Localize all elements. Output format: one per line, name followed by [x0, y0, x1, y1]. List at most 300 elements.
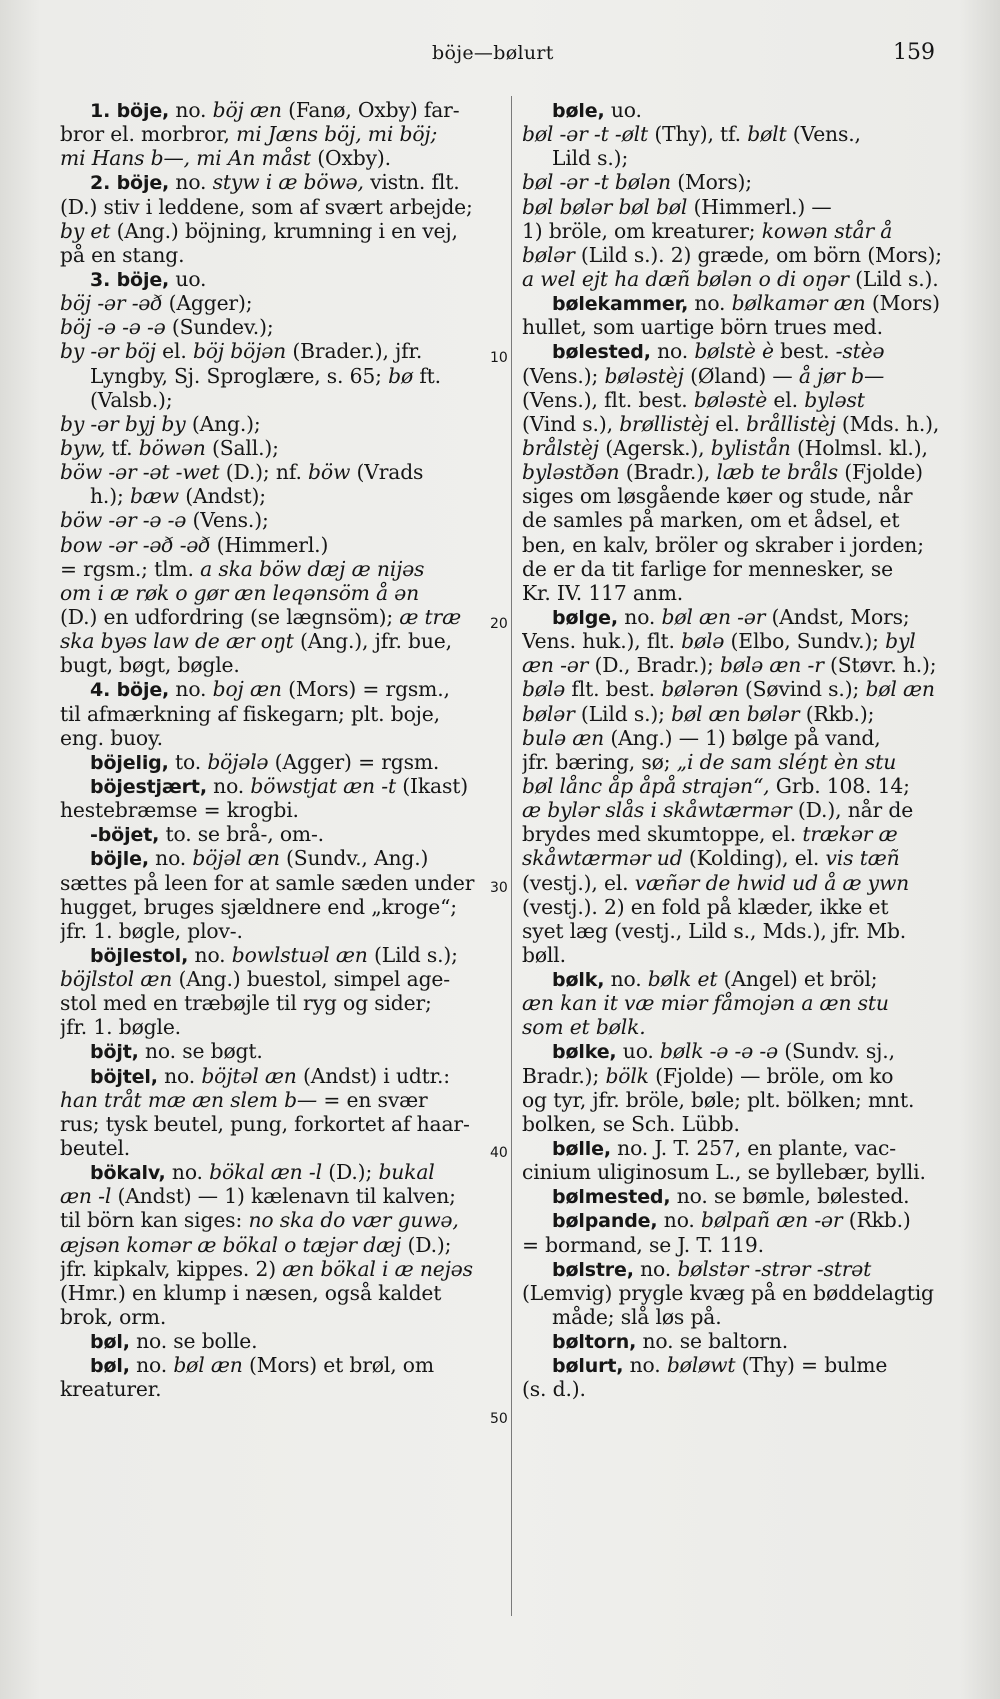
gloss-text: på en stang. [60, 242, 185, 267]
gloss-text: bugt, bøgt, bøgle. [60, 653, 240, 678]
text-line [60, 919, 500, 943]
text-line [522, 1184, 952, 1208]
gloss-text: jfr. bæring, sø; [522, 749, 677, 774]
gloss-text: (Elbo, Sundv.); [724, 629, 886, 654]
headword: bølke, [552, 1041, 617, 1064]
gloss-text: Lyngby, Sj. Sproglære, s. 65; [90, 363, 389, 388]
gloss-text: no. [604, 967, 648, 992]
dialect-form: bøl æn [865, 677, 935, 702]
dialect-form: böwən [138, 435, 206, 460]
text-line [60, 98, 500, 122]
dialect-form: bøl lånc åp åpå strajən“, [522, 773, 770, 798]
dialect-form: bølə [522, 677, 566, 702]
gloss-text: (Ang.), jfr. bue, [293, 629, 452, 654]
text-line [60, 1088, 500, 1112]
gloss-text: (Himmerl.) — [687, 194, 832, 219]
text-line [522, 1064, 952, 1088]
gloss-text: (Oxby). [310, 146, 391, 171]
headword: 4. böje, [90, 679, 170, 702]
gloss-text: (Sundev.); [165, 315, 274, 340]
headword: 1. böje, [90, 100, 170, 122]
gloss-text: (Rkb.) [842, 1208, 911, 1233]
gloss-text: (Vens.); [522, 363, 605, 388]
dialect-form: bow -ər -əð -əð [60, 532, 211, 557]
text-line [522, 967, 952, 991]
headword: böjle, [90, 848, 149, 871]
dialect-form: bøl -ər -t -ølt [522, 122, 649, 147]
text-line [60, 653, 500, 677]
dialect-form: böjlstol æn [60, 967, 173, 992]
text-line [522, 726, 952, 750]
dialect-form: bølk et [647, 967, 718, 992]
dialect-form: styw i æ böwə, [212, 170, 364, 195]
gloss-text: til afmærkning af fiskegarn; plt. boje, [60, 701, 440, 726]
text-line [522, 1377, 952, 1401]
gloss-text: 1) bröle, om kreaturer; [522, 218, 762, 243]
headword: bølurt, [552, 1355, 624, 1378]
gloss-text: no. [157, 1063, 202, 1088]
text-line [60, 1329, 500, 1353]
gloss-text: uo. [169, 266, 207, 291]
text-line [522, 919, 952, 943]
gloss-text: no. J. T. 257, en plante, vac- [610, 1136, 896, 1161]
gloss-text: (Valsb.); [90, 387, 173, 412]
gloss-text: (vestj.). 2) en fold på klæder, ikke et [522, 894, 889, 919]
gloss-text: (Vind s.), [522, 411, 620, 436]
text-line [60, 1015, 500, 1039]
dialect-form: trækər æ [802, 822, 898, 847]
gloss-text: (D.); nf. [219, 460, 309, 485]
text-line [522, 508, 952, 532]
gloss-text: no. [169, 677, 213, 702]
gloss-text: måde; slå løs på. [552, 1305, 722, 1330]
gloss-text: og tyr, jfr. bröle, bøle; plt. bölken; mnt. [522, 1087, 915, 1112]
dialect-form: byw, [60, 435, 106, 460]
gloss-text: no. [165, 1160, 210, 1185]
text-line [60, 1136, 500, 1160]
text-line [522, 364, 952, 388]
gloss-text: eng. buoy. [60, 725, 163, 750]
gloss-text: hullet, som uartige börn trues med. [522, 315, 883, 340]
dialect-form: bølpañ æn -ər [701, 1208, 843, 1233]
dialect-form: bøl bølər bøl bøl [522, 194, 688, 219]
gloss-text: ft. [413, 363, 441, 388]
gloss-text: no. se bolle. [129, 1329, 258, 1354]
gloss-text: (Kolding), el. [682, 846, 826, 871]
text-line [522, 484, 952, 508]
dialect-form: böw -ər -ə -ə [60, 508, 187, 533]
column-divider [511, 96, 512, 1616]
gloss-text: (Ang.); [185, 411, 261, 436]
gloss-text: vistn. flt. [363, 170, 460, 195]
gloss-text: uo. [616, 1039, 661, 1064]
headword: bökalv, [90, 1162, 166, 1185]
dialect-form: æn kan it væ miər fåmojən a æn stu [522, 991, 889, 1016]
dialect-form: no ska do vær guwə, [248, 1208, 459, 1233]
dialect-form: bølə æn -r [720, 653, 824, 678]
dialect-form: bøləstèj [604, 363, 684, 388]
gloss-text: (vestj.), el. [522, 870, 635, 895]
gloss-text: Bradr.); [522, 1063, 606, 1088]
text-line [60, 1257, 500, 1281]
gloss-text: brydes med skumtoppe, el. [522, 822, 803, 847]
text-line [60, 1112, 500, 1136]
gloss-text: (Bradr.), [619, 460, 717, 485]
gloss-text: (Andst) i udtr.: [296, 1063, 450, 1088]
headword: bølk, [552, 969, 605, 992]
dialect-form: bökal æn -l [209, 1160, 322, 1185]
headword: bølpande, [552, 1210, 658, 1233]
text-line [60, 798, 500, 822]
gloss-text: (D.); [321, 1160, 379, 1185]
text-line [60, 750, 500, 774]
text-line [60, 629, 500, 653]
text-line [522, 1329, 952, 1353]
dialect-form: han tråt mæ æn slem b— [60, 1087, 318, 1112]
gloss-text: (Støvr. h.); [823, 653, 937, 678]
gloss-text: brok, orm. [60, 1305, 167, 1330]
dialect-form: æjsən komər æ bökal o tæjər dæj [60, 1232, 402, 1257]
text-line [60, 1377, 500, 1401]
dialect-form: væñər de hwid ud å æ ywn [634, 870, 910, 895]
text-line [60, 1353, 500, 1377]
text-line [60, 436, 500, 460]
gloss-text: (Rkb.); [799, 701, 875, 726]
gloss-text: kreaturer. [60, 1377, 162, 1402]
gloss-text: (Holmsl. kl.), [790, 435, 928, 460]
text-line [60, 943, 500, 967]
text-line [522, 291, 952, 315]
dialect-form: böj æn [212, 98, 282, 122]
text-line [522, 846, 952, 870]
gloss-text: to. se brå-, om-. [159, 822, 324, 847]
dialect-form: byləst [804, 387, 865, 412]
gloss-text: jfr. kipkalv, kippes. 2) [60, 1256, 283, 1281]
headword: böjt, [90, 1041, 139, 1064]
headword: 2. böje, [90, 172, 170, 195]
text-line [60, 146, 500, 170]
gloss-text: tf. [105, 435, 139, 460]
text-line [522, 533, 952, 557]
gloss-text: Vens. huk.), flt. [522, 629, 682, 654]
text-line [522, 315, 952, 339]
text-line [60, 991, 500, 1015]
dialect-form: å jør b— [798, 363, 885, 388]
dialect-form: æn -l [60, 1184, 112, 1209]
gloss-text: ben, en kalv, bröler og skraber i jorden; [522, 532, 924, 557]
dialect-form: bylistån [710, 435, 791, 460]
dialect-form: böj böjən [192, 339, 287, 364]
dialect-form: om i æ røk o gør æn leqənsöm å ən [60, 580, 420, 605]
text-line [522, 1305, 952, 1329]
dialect-form: bøl -ər -t bølən [522, 170, 671, 195]
gloss-text: no. [657, 1208, 701, 1233]
dialect-form: bølstè è [694, 339, 774, 364]
gloss-text: el. [767, 387, 805, 412]
text-line [60, 484, 500, 508]
dialect-form: böw -ər -ət -wet [60, 460, 220, 485]
gloss-text: Kr. IV. 117 anm. [522, 580, 684, 605]
text-line [60, 1184, 500, 1208]
gloss-text: rus; tysk beutel, pung, forkortet af haar- [60, 1111, 470, 1136]
text-line [60, 339, 500, 363]
text-line [522, 605, 952, 629]
gloss-text: (Vens.), flt. best. [522, 387, 694, 412]
gloss-text: (Ang.) buestol, simpel age- [172, 967, 450, 992]
gloss-text: de samles på marken, om et ådsel, et [522, 508, 900, 533]
text-line [522, 1112, 952, 1136]
text-line [60, 726, 500, 750]
gloss-text: (D.), når de [791, 798, 914, 823]
gloss-text: (D.); [401, 1232, 452, 1257]
headword: bølge, [552, 606, 618, 629]
text-line [60, 170, 500, 194]
gloss-text: (Ang.) — 1) bølge på vand, [604, 725, 881, 750]
text-line [60, 1281, 500, 1305]
dialect-form: böwstjat æn -t [250, 773, 396, 798]
running-header [0, 38, 1000, 68]
gloss-text: flt. best. [565, 677, 662, 702]
text-line [60, 315, 500, 339]
gloss-text: (Mors) = rgsm., [281, 677, 450, 702]
text-line [522, 702, 952, 726]
dialect-form: mi Hans b—, mi An måst [60, 146, 311, 171]
dialect-form: by -ər böj [60, 339, 156, 364]
text-line [522, 871, 952, 895]
text-line [522, 1136, 952, 1160]
text-line [522, 581, 952, 605]
headword: böjtel, [90, 1065, 158, 1088]
dialect-form: bøl æn [173, 1353, 243, 1378]
gloss-text: bror el. morbror, [60, 122, 237, 147]
text-line [60, 122, 500, 146]
text-line [60, 822, 500, 846]
dialect-form: som et bølk. [522, 1015, 646, 1040]
headword: bøle, [552, 100, 605, 122]
gloss-text: best. [773, 339, 836, 364]
text-line [60, 508, 500, 532]
gloss-text: no. [148, 846, 193, 871]
headword: böjlestol, [90, 944, 189, 967]
line-number: 30 [490, 880, 508, 896]
text-line [522, 1015, 952, 1039]
headword: böjelig, [90, 751, 169, 774]
text-line [60, 388, 500, 412]
text-line [60, 967, 500, 991]
gloss-text: (Sundv. sj., [777, 1039, 895, 1064]
gloss-text: (Hmr.) en klump i næsen, også kaldet [60, 1280, 442, 1305]
text-line [522, 122, 952, 146]
gloss-text: (Lemvig) prygle kvæg på en bøddelagtig [522, 1280, 934, 1305]
dialect-form: bø [388, 363, 414, 388]
dialect-form: æ bylər slås i skåwtærmər [522, 798, 792, 823]
dialect-form: bølt [747, 122, 787, 147]
page-number: 159 [893, 40, 935, 65]
text-line [60, 219, 500, 243]
text-line [522, 1208, 952, 1232]
text-line [522, 677, 952, 701]
text-line [522, 412, 952, 436]
dialect-form: æn bökal i æ nejəs [282, 1256, 473, 1281]
line-number: 40 [490, 1145, 508, 1161]
text-line [522, 798, 952, 822]
text-line [522, 653, 952, 677]
gloss-text: (Andst, Mors; [765, 604, 910, 629]
dialect-form: skåwtærmər ud [522, 846, 683, 871]
line-number: 10 [490, 350, 508, 366]
text-line [522, 1257, 952, 1281]
gloss-text: uo. [604, 98, 642, 122]
headword: bølested, [552, 341, 651, 364]
gloss-text: (Lild s.); [367, 942, 458, 967]
gloss-text: (Thy) = bulme [735, 1353, 888, 1378]
text-line [60, 895, 500, 919]
dialect-form: bölk [605, 1063, 649, 1088]
dialect-form: bulə æn [522, 725, 605, 750]
text-line [522, 774, 952, 798]
gloss-text: til börn kan siges: [60, 1208, 249, 1233]
gloss-text: no. [169, 98, 213, 122]
text-line [522, 219, 952, 243]
gloss-text: bolken, se Sch. Lübb. [522, 1111, 740, 1136]
dialect-form: böjtəl æn [201, 1063, 297, 1088]
text-line [60, 533, 500, 557]
gloss-text: (D., Bradr.); [588, 653, 720, 678]
dialect-form: by -ər byj by [60, 411, 186, 436]
text-line [522, 557, 952, 581]
dialect-form: læb te bråls [716, 460, 838, 485]
text-line [60, 557, 500, 581]
gloss-text: (Agersk.), [598, 435, 711, 460]
headword: bølle, [552, 1138, 611, 1161]
text-line [60, 702, 500, 726]
gloss-text: (Fjolde) [837, 460, 923, 485]
dialect-form: „i de sam sléŋt èn stu [676, 749, 897, 774]
text-line [522, 243, 952, 267]
gloss-text: hestebræmse = krogbi. [60, 798, 299, 823]
gloss-text: (Fanø, Oxby) far- [281, 98, 460, 122]
gloss-text: (Andst) — 1) kælenavn til kalven; [111, 1184, 456, 1209]
text-line [60, 846, 500, 870]
dialect-form: brållistèj [746, 411, 836, 436]
gloss-text: (s. d.). [522, 1377, 586, 1402]
dialect-form: æ træ [399, 604, 462, 629]
dialect-form: bowlstuəl æn [231, 942, 368, 967]
text-line [522, 460, 952, 484]
gloss-text: (Mors) et brøl, om [242, 1353, 434, 1378]
gloss-text: (Angel) et bröl; [717, 967, 878, 992]
gloss-text: el. [155, 339, 193, 364]
dialect-form: bøləstè [693, 387, 768, 412]
dialect-form: by et [60, 218, 111, 243]
gloss-text: no. [129, 1353, 174, 1378]
gloss-text: (Vrads [350, 460, 424, 485]
gloss-text: = rgsm.; tlm. [60, 556, 201, 581]
text-line [522, 1233, 952, 1257]
text-line [522, 1160, 952, 1184]
gloss-text: no. [206, 773, 251, 798]
dialect-form: brøllistèj [619, 411, 709, 436]
text-line [522, 750, 952, 774]
text-line [522, 267, 952, 291]
gloss-text: (Brader.), jfr. [286, 339, 423, 364]
gloss-text: no. [623, 1353, 667, 1378]
text-line [522, 1088, 952, 1112]
text-line [522, 1281, 952, 1305]
gloss-text: (Thy), tf. [648, 122, 748, 147]
dialect-form: byləstðən [522, 460, 620, 485]
gloss-text: no. se bømle, bølested. [670, 1184, 910, 1209]
text-line [60, 677, 500, 701]
dialect-form: bæw [129, 484, 179, 509]
text-line [60, 871, 500, 895]
text-line [522, 1039, 952, 1063]
dialect-form: ska byəs law de ær oŋt [60, 629, 294, 654]
gloss-text: beutel. [60, 1136, 131, 1161]
text-line [60, 460, 500, 484]
gloss-text: bøll. [522, 942, 566, 967]
gloss-text: (Ikast) [395, 773, 469, 798]
text-line [522, 146, 952, 170]
headword: bølekammer, [552, 293, 689, 316]
gloss-text: (Øland) — [683, 363, 799, 388]
gloss-text: h.); [90, 484, 130, 509]
gloss-text: (Andst); [178, 484, 266, 509]
dialect-form: vis tæñ [825, 846, 900, 871]
left-column [60, 98, 500, 1402]
gloss-text: el. [708, 411, 746, 436]
dialect-form: bølkamər æn [731, 291, 866, 316]
text-line [522, 895, 952, 919]
dialect-form: æn -ər [522, 653, 589, 678]
text-line [522, 339, 952, 363]
text-line [60, 267, 500, 291]
dialect-form: bølə [681, 629, 725, 654]
dialect-form: bøløwt [666, 1353, 736, 1378]
gloss-text: (Lild s.). [848, 266, 939, 291]
headword: böjestjært, [90, 775, 207, 798]
text-line [60, 774, 500, 798]
gloss-text: sættes på leen for at samle sæden under [60, 870, 475, 895]
header-title: böje—bølurt [432, 42, 554, 64]
gloss-text: (Søvind s.); [738, 677, 866, 702]
dialect-form: bølk -ə -ə -ə [660, 1039, 778, 1064]
gloss-text: no. [650, 339, 695, 364]
dialect-form: böjələ [207, 749, 269, 774]
gloss-text: (Mors) [865, 291, 940, 316]
text-line [60, 1064, 500, 1088]
gloss-text: hugget, bruges sjældnere end „kroge“; [60, 894, 457, 919]
text-line [522, 943, 952, 967]
gloss-text: (Sall.); [205, 435, 279, 460]
gloss-text: (Agger) = rgsm. [268, 749, 440, 774]
dialect-form: bøl æn -ər [661, 604, 766, 629]
text-line [60, 581, 500, 605]
text-line [60, 1208, 500, 1232]
dialect-form: bølər [522, 242, 575, 267]
text-line [60, 1039, 500, 1063]
text-line [60, 195, 500, 219]
headword: bølmested, [552, 1186, 671, 1209]
dialect-form: bøl æn bølər [671, 701, 800, 726]
text-line [60, 291, 500, 315]
gloss-text: Lild s.); [552, 146, 629, 171]
dialect-form: brålstèj [522, 435, 599, 460]
text-line [60, 243, 500, 267]
dialect-form: bukal [378, 1160, 435, 1185]
gloss-text: (Vens.); [186, 508, 269, 533]
dialect-form: boj æn [212, 677, 282, 702]
